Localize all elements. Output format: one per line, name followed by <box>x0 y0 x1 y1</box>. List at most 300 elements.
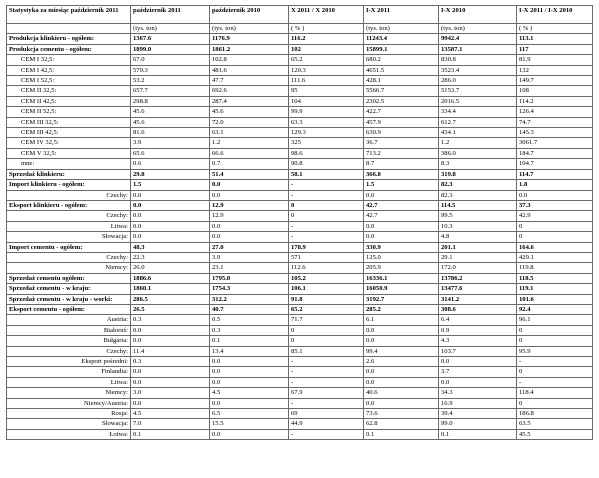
row-label: Litwa: <box>7 221 131 231</box>
row-label: Bułgaria: <box>7 336 131 346</box>
value-cell: 0.1 <box>439 429 517 439</box>
value-cell: 0 <box>517 336 593 346</box>
value-cell: 286.5 <box>131 294 210 304</box>
row-label: CEM II 32,5: <box>7 86 131 96</box>
column-header: październik 2011 <box>131 6 210 24</box>
value-cell: 15.5 <box>210 419 289 429</box>
value-cell: 99.0 <box>439 419 517 429</box>
row-label: CEM IV 32,5: <box>7 138 131 148</box>
value-cell: 51.4 <box>210 169 289 179</box>
value-cell: 0.0 <box>131 377 210 387</box>
table-row <box>7 336 593 346</box>
value-cell: 66.6 <box>210 148 289 158</box>
value-cell: 0.0 <box>210 357 289 367</box>
value-cell: 45.6 <box>131 107 210 117</box>
value-cell: 65.2 <box>289 304 364 314</box>
value-cell: 72.0 <box>210 117 289 127</box>
value-cell: 71.7 <box>289 315 364 325</box>
value-cell: 42.7 <box>364 200 439 210</box>
row-label: Import klinkieru - ogółem: <box>7 180 131 190</box>
row-label: Eksport klinkieru - ogółem: <box>7 200 131 210</box>
value-cell: 0.1 <box>364 429 439 439</box>
value-cell: 2.6 <box>364 357 439 367</box>
value-cell: 0 <box>517 221 593 231</box>
value-cell: 13587.1 <box>439 44 517 54</box>
table-row <box>7 86 593 96</box>
value-cell: 0.1 <box>210 336 289 346</box>
row-label: Łotwa: <box>7 429 131 439</box>
row-label: Produkcja klinkieru - ogółem: <box>7 34 131 44</box>
value-cell: 0.0 <box>131 200 210 210</box>
row-label: Rosja: <box>7 409 131 419</box>
value-cell: 0 <box>517 325 593 335</box>
value-cell: 0.6 <box>131 159 210 169</box>
table-row <box>7 148 593 158</box>
value-cell: 96.1 <box>517 315 593 325</box>
value-cell: 117 <box>517 44 593 54</box>
value-cell: 29.1 <box>439 252 517 262</box>
value-cell: 3141.2 <box>439 294 517 304</box>
table-row <box>7 315 593 325</box>
value-cell: 65.6 <box>131 148 210 158</box>
value-cell: 16.9 <box>439 398 517 408</box>
value-cell: 129.3 <box>289 128 364 138</box>
row-label: CEM V 32,5: <box>7 148 131 158</box>
value-cell: 45.6 <box>210 107 289 117</box>
row-label: Sprzedaż cementu - w kraju - worki: <box>7 294 131 304</box>
row-label: Finlandia: <box>7 367 131 377</box>
value-cell: 40.6 <box>364 388 439 398</box>
value-cell: 325 <box>289 138 364 148</box>
value-cell: 8.3 <box>439 159 517 169</box>
unit-cell: ( % ) <box>289 24 364 34</box>
value-cell: 0.0 <box>439 377 517 387</box>
value-cell: 0.0 <box>364 377 439 387</box>
value-cell: 308.6 <box>439 304 517 314</box>
value-cell: 0.7 <box>210 159 289 169</box>
value-cell: 85.1 <box>289 346 364 356</box>
value-cell: 0.0 <box>364 325 439 335</box>
value-cell: 0.0 <box>364 367 439 377</box>
value-cell: 0.0 <box>210 190 289 200</box>
value-cell: 0.0 <box>131 336 210 346</box>
row-label: Austria: <box>7 315 131 325</box>
value-cell: 286.0 <box>439 76 517 86</box>
value-cell: 457.9 <box>364 117 439 127</box>
value-cell: 1754.3 <box>210 284 289 294</box>
value-cell: 53.2 <box>131 76 210 86</box>
value-cell: 6.4 <box>439 315 517 325</box>
value-cell: - <box>289 429 364 439</box>
value-cell: 10.3 <box>439 221 517 231</box>
row-label: Czechy: <box>7 211 131 221</box>
value-cell: - <box>289 367 364 377</box>
table-row <box>7 429 593 439</box>
value-cell: 3.9 <box>131 138 210 148</box>
value-cell: 0.0 <box>439 357 517 367</box>
value-cell: 45.5 <box>517 429 593 439</box>
value-cell: 11243.4 <box>364 34 439 44</box>
row-label: CEM II 42,5: <box>7 96 131 106</box>
table-row <box>7 221 593 231</box>
value-cell: 112.6 <box>289 263 364 273</box>
table-row <box>7 34 593 44</box>
value-cell: 105.2 <box>289 273 364 283</box>
value-cell: 0.0 <box>364 190 439 200</box>
value-cell: 4.3 <box>439 336 517 346</box>
value-cell: 3.0 <box>131 388 210 398</box>
value-cell: 312.2 <box>210 294 289 304</box>
units-label-cell <box>7 24 131 34</box>
row-label: Słowacja: <box>7 232 131 242</box>
table-row <box>7 242 593 252</box>
value-cell: 0.0 <box>210 398 289 408</box>
value-cell: 571 <box>289 252 364 262</box>
value-cell: 114.7 <box>517 169 593 179</box>
value-cell: 3523.4 <box>439 65 517 75</box>
row-label: CEM III 32,5: <box>7 117 131 127</box>
row-label: Produkcja cementu - ogółem: <box>7 44 131 54</box>
value-cell: 7.0 <box>131 419 210 429</box>
value-cell: 2302.5 <box>364 96 439 106</box>
table-row <box>7 107 593 117</box>
row-label: Litwa: <box>7 377 131 387</box>
value-cell: 44.9 <box>289 419 364 429</box>
table-row <box>7 377 593 387</box>
value-cell: 47.7 <box>210 76 289 86</box>
value-cell: 26.5 <box>131 304 210 314</box>
value-cell: - <box>289 221 364 231</box>
value-cell: 67.0 <box>131 55 210 65</box>
value-cell: - <box>289 232 364 242</box>
value-cell: 0.0 <box>131 221 210 231</box>
row-label: inne: <box>7 159 131 169</box>
value-cell: 99.4 <box>364 346 439 356</box>
table-row <box>7 96 593 106</box>
value-cell: 95.9 <box>517 346 593 356</box>
row-label: Niemcy: <box>7 263 131 273</box>
value-cell: 39.4 <box>439 409 517 419</box>
value-cell: 334.4 <box>439 107 517 117</box>
table-title: Statystyka za miesiąc październik 2011 <box>7 6 131 24</box>
row-label: CEM I 42,5: <box>7 65 131 75</box>
value-cell: 40.7 <box>210 304 289 314</box>
value-cell: 12.9 <box>210 200 289 210</box>
value-cell: 8.7 <box>364 159 439 169</box>
value-cell: - <box>289 398 364 408</box>
value-cell: 428.1 <box>364 76 439 86</box>
value-cell: 1.2 <box>210 138 289 148</box>
value-cell: 434.1 <box>439 128 517 138</box>
table-row <box>7 346 593 356</box>
value-cell: 118.5 <box>517 273 593 283</box>
value-cell: 0.3 <box>131 357 210 367</box>
value-cell: 63.3 <box>289 117 364 127</box>
value-cell: 4.8 <box>439 232 517 242</box>
value-cell: 29.8 <box>131 169 210 179</box>
value-cell: 95 <box>289 86 364 96</box>
value-cell: 0 <box>289 336 364 346</box>
value-cell: - <box>289 180 364 190</box>
value-cell: 13477.6 <box>439 284 517 294</box>
value-cell: 0.0 <box>210 180 289 190</box>
value-cell: 0.0 <box>131 211 210 221</box>
value-cell: 42.7 <box>364 211 439 221</box>
table-row <box>7 325 593 335</box>
row-label: Niemcy/Austria: <box>7 398 131 408</box>
value-cell: 45.6 <box>131 117 210 127</box>
value-cell: 3.7 <box>439 367 517 377</box>
cement-statistics-table <box>6 5 593 440</box>
value-cell: 172.0 <box>439 263 517 273</box>
value-cell: 104.7 <box>517 159 593 169</box>
value-cell: 0 <box>517 367 593 377</box>
row-label: Czechy: <box>7 252 131 262</box>
table-row <box>7 190 593 200</box>
column-header: I-X 2011 <box>364 6 439 24</box>
value-cell: 4.5 <box>210 388 289 398</box>
value-cell: 149.7 <box>517 76 593 86</box>
row-label: Niemcy: <box>7 388 131 398</box>
table-row <box>7 138 593 148</box>
value-cell: 330.9 <box>364 242 439 252</box>
value-cell: 429.1 <box>517 252 593 262</box>
value-cell: 132 <box>517 65 593 75</box>
value-cell: 0.0 <box>210 367 289 377</box>
table-row <box>7 419 593 429</box>
value-cell: 0.0 <box>131 190 210 200</box>
units-row <box>7 24 593 34</box>
column-header: I-X 2010 <box>439 6 517 24</box>
table-row <box>7 409 593 419</box>
value-cell: 15899.1 <box>364 44 439 54</box>
value-cell: 285.2 <box>364 304 439 314</box>
value-cell: 0.0 <box>210 221 289 231</box>
table-row <box>7 76 593 86</box>
row-label: CEM I 52,5: <box>7 76 131 86</box>
unit-cell: (tys. ton) <box>439 24 517 34</box>
value-cell: 287.4 <box>210 96 289 106</box>
value-cell: 1176.9 <box>210 34 289 44</box>
value-cell: 119.1 <box>517 284 593 294</box>
value-cell: 0.0 <box>210 429 289 439</box>
value-cell: 0.0 <box>210 377 289 387</box>
value-cell: 63.1 <box>210 128 289 138</box>
table-row <box>7 211 593 221</box>
row-label: Eksport pośredni: <box>7 357 131 367</box>
value-cell: 0.0 <box>364 232 439 242</box>
value-cell: 3.9 <box>210 252 289 262</box>
value-cell: - <box>289 190 364 200</box>
value-cell: 16050.9 <box>364 284 439 294</box>
row-label: Sprzedaż cementu - w kraju: <box>7 284 131 294</box>
value-cell: 1.8 <box>517 180 593 190</box>
value-cell: 0 <box>289 200 364 210</box>
value-cell: 74.7 <box>517 117 593 127</box>
value-cell: 99.9 <box>289 107 364 117</box>
column-header: I-X 2011 / I-X 2010 <box>517 6 593 24</box>
value-cell: 73.6 <box>364 409 439 419</box>
value-cell: 164.6 <box>517 242 593 252</box>
value-cell: 48.3 <box>131 242 210 252</box>
value-cell: - <box>289 357 364 367</box>
value-cell: 1.5 <box>364 180 439 190</box>
value-cell: 82.3 <box>439 180 517 190</box>
value-cell: 0.9 <box>439 325 517 335</box>
value-cell: 116.2 <box>289 34 364 44</box>
value-cell: 42.9 <box>517 211 593 221</box>
value-cell: 298.8 <box>131 96 210 106</box>
value-cell: 0.3 <box>131 315 210 325</box>
value-cell: 422.7 <box>364 107 439 117</box>
value-cell: 125.0 <box>364 252 439 262</box>
value-cell: 120.3 <box>289 65 364 75</box>
value-cell: 0 <box>289 211 364 221</box>
value-cell: 67.9 <box>289 388 364 398</box>
value-cell: 6.5 <box>210 409 289 419</box>
value-cell: 657.7 <box>131 86 210 96</box>
table-row <box>7 44 593 54</box>
value-cell: 630.9 <box>364 128 439 138</box>
value-cell: 5153.7 <box>439 86 517 96</box>
value-cell: 16336.1 <box>364 273 439 283</box>
value-cell: 37.3 <box>517 200 593 210</box>
value-cell: 81.9 <box>517 55 593 65</box>
value-cell: 184.7 <box>517 148 593 158</box>
value-cell: 11.4 <box>131 346 210 356</box>
value-cell: 101.6 <box>517 294 593 304</box>
table-row <box>7 263 593 273</box>
value-cell: 1886.6 <box>131 273 210 283</box>
value-cell: 113.1 <box>517 34 593 44</box>
table-row <box>7 252 593 262</box>
value-cell: 108 <box>517 86 593 96</box>
value-cell: 0 <box>517 398 593 408</box>
value-cell: 27.0 <box>210 242 289 252</box>
value-cell: 1899.0 <box>131 44 210 54</box>
value-cell: 145.3 <box>517 128 593 138</box>
table-row <box>7 55 593 65</box>
row-label: Czechy: <box>7 190 131 200</box>
value-cell: 118.4 <box>517 388 593 398</box>
value-cell: 4.5 <box>131 409 210 419</box>
value-cell: 114.2 <box>517 96 593 106</box>
value-cell: 319.8 <box>439 169 517 179</box>
value-cell: 63.5 <box>517 419 593 429</box>
value-cell: 13786.2 <box>439 273 517 283</box>
table-row <box>7 117 593 127</box>
value-cell: - <box>517 357 593 367</box>
value-cell: 178.9 <box>289 242 364 252</box>
table-row <box>7 200 593 210</box>
row-label: CEM III 42,5: <box>7 128 131 138</box>
value-cell: 0.0 <box>210 232 289 242</box>
value-cell: 0.0 <box>131 367 210 377</box>
value-cell: 106.1 <box>289 284 364 294</box>
table-row <box>7 294 593 304</box>
table-row <box>7 357 593 367</box>
unit-cell: ( % ) <box>517 24 593 34</box>
value-cell: 612.7 <box>439 117 517 127</box>
table-row <box>7 65 593 75</box>
table-row <box>7 304 593 314</box>
value-cell: 579.3 <box>131 65 210 75</box>
value-cell: 0.0 <box>364 221 439 231</box>
row-label: Eksport cementu - ogółem: <box>7 304 131 314</box>
value-cell: 366.8 <box>364 169 439 179</box>
value-cell: 0.1 <box>131 429 210 439</box>
value-cell: 201.1 <box>439 242 517 252</box>
value-cell: 23.1 <box>210 263 289 273</box>
row-label: CEM I 32,5: <box>7 55 131 65</box>
value-cell: 692.6 <box>210 86 289 96</box>
value-cell: 91.8 <box>289 294 364 304</box>
table-row <box>7 180 593 190</box>
value-cell: 205.9 <box>364 263 439 273</box>
value-cell: 58.1 <box>289 169 364 179</box>
table-row <box>7 367 593 377</box>
value-cell: 12.9 <box>210 211 289 221</box>
table-row <box>7 388 593 398</box>
value-cell: 69 <box>289 409 364 419</box>
table-row <box>7 159 593 169</box>
row-label: Białoruś: <box>7 325 131 335</box>
value-cell: 1860.1 <box>131 284 210 294</box>
value-cell: 111.6 <box>289 76 364 86</box>
value-cell: 0.0 <box>131 232 210 242</box>
value-cell: 6.1 <box>364 315 439 325</box>
value-cell: 36.7 <box>364 138 439 148</box>
unit-cell: (tys. ton) <box>131 24 210 34</box>
value-cell: 0 <box>289 325 364 335</box>
row-label: CEM II 52,5: <box>7 107 131 117</box>
value-cell: 0.0 <box>517 190 593 200</box>
value-cell: 5566.7 <box>364 86 439 96</box>
value-cell: 22.3 <box>131 252 210 262</box>
value-cell: 102 <box>289 44 364 54</box>
table-row <box>7 232 593 242</box>
value-cell: 103.7 <box>439 346 517 356</box>
value-cell: - <box>289 377 364 387</box>
value-cell: 0.0 <box>131 398 210 408</box>
value-cell: 34.3 <box>439 388 517 398</box>
value-cell: 0.3 <box>210 325 289 335</box>
value-cell: 386.0 <box>439 148 517 158</box>
value-cell: 65.2 <box>289 55 364 65</box>
table-row <box>7 273 593 283</box>
unit-cell: (tys. ton) <box>364 24 439 34</box>
value-cell: 2016.5 <box>439 96 517 106</box>
value-cell: 1.2 <box>439 138 517 148</box>
column-header: październik 2010 <box>210 6 289 24</box>
value-cell: 3192.7 <box>364 294 439 304</box>
value-cell: 0.5 <box>210 315 289 325</box>
row-label: Import cementu - ogółem: <box>7 242 131 252</box>
value-cell: 92.4 <box>517 304 593 314</box>
value-cell: 26.0 <box>131 263 210 273</box>
value-cell: 1367.6 <box>131 34 210 44</box>
value-cell: 830.8 <box>439 55 517 65</box>
value-cell: 114.5 <box>439 200 517 210</box>
value-cell: 98.6 <box>289 148 364 158</box>
value-cell: 0.0 <box>131 325 210 335</box>
value-cell: 1861.2 <box>210 44 289 54</box>
value-cell: 0.0 <box>364 336 439 346</box>
row-label: Sprzedaż cementu ogółem: <box>7 273 131 283</box>
value-cell: 1.5 <box>131 180 210 190</box>
table-row <box>7 169 593 179</box>
row-label: Czechy: <box>7 346 131 356</box>
